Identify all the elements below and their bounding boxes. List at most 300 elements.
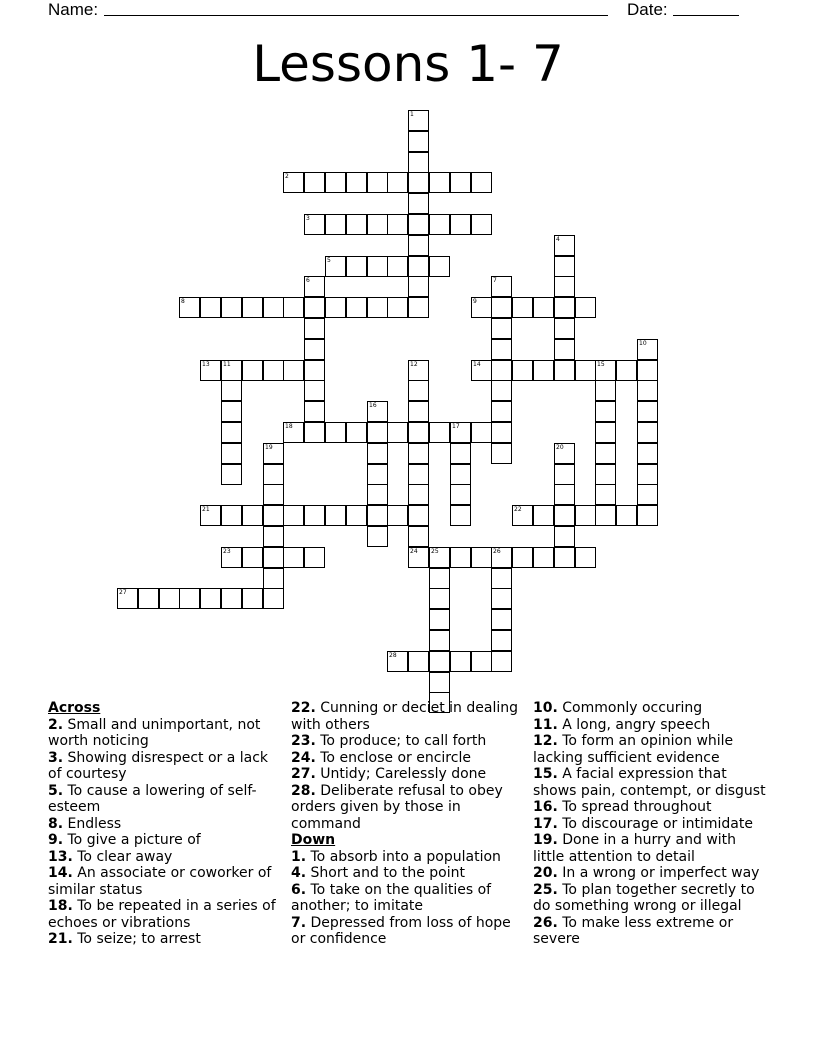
crossword-cell[interactable] xyxy=(408,526,429,547)
crossword-cell[interactable] xyxy=(304,318,325,339)
clue-number-label: 19. xyxy=(533,832,558,848)
crossword-cell[interactable] xyxy=(450,214,471,235)
clue-number: 16 xyxy=(369,402,377,409)
clue-number: 13 xyxy=(202,361,210,368)
crossword-cell[interactable] xyxy=(325,422,346,443)
crossword-cell[interactable] xyxy=(429,172,450,193)
clue-text: Showing disrespect or a lack of courtesy xyxy=(48,749,269,782)
crossword-cell[interactable] xyxy=(367,484,388,505)
clue-text: A facial expression that shows pain, contempt, or disgust xyxy=(533,766,766,799)
crossword-cell[interactable] xyxy=(554,297,575,318)
crossword-cell[interactable] xyxy=(304,339,325,360)
clues-column-1 xyxy=(48,700,280,948)
crossword-cell[interactable] xyxy=(221,443,242,464)
down-clue xyxy=(533,766,767,799)
crossword-cell[interactable] xyxy=(387,422,408,443)
crossword-cell[interactable] xyxy=(512,547,533,568)
crossword-cell[interactable] xyxy=(595,422,616,443)
clue-number-label: 1. xyxy=(291,848,307,865)
crossword-cell[interactable] xyxy=(554,276,575,297)
crossword-cell[interactable] xyxy=(242,505,263,526)
crossword-cell[interactable] xyxy=(138,588,159,609)
clue-number-label: 5. xyxy=(48,782,64,799)
clue-text: Cunning or deciet in dealing with others xyxy=(291,700,518,733)
clue-text: To form an opinion while lacking sufficient evidence xyxy=(533,733,734,766)
crossword-cell[interactable] xyxy=(221,360,242,381)
clue-number-label: 17. xyxy=(533,815,558,832)
crossword-cell[interactable] xyxy=(408,464,429,485)
clue-text: To spread throughout xyxy=(557,799,712,815)
crossword-cell[interactable] xyxy=(221,464,242,485)
down-clue xyxy=(533,915,767,948)
down-clue xyxy=(291,882,519,915)
clue-text: Depressed from loss of hope or confidence xyxy=(291,914,511,947)
name-label: Name: xyxy=(48,0,99,19)
across-clue xyxy=(48,816,280,833)
crossword-cell[interactable] xyxy=(491,609,512,630)
crossword-cell[interactable] xyxy=(471,214,492,235)
crossword-cell[interactable] xyxy=(491,568,512,589)
clue-number-label: 25. xyxy=(533,881,558,898)
clue-number: 14 xyxy=(473,361,481,368)
clue-text: To take on the qualities of another; to imitate xyxy=(291,881,492,914)
crossword-cell[interactable] xyxy=(491,443,512,464)
clue-number: 9 xyxy=(473,298,477,305)
crossword-cell[interactable] xyxy=(242,547,263,568)
crossword-cell[interactable] xyxy=(637,360,658,381)
crossword-cell[interactable] xyxy=(554,256,575,277)
crossword-cell[interactable] xyxy=(346,172,367,193)
crossword-cell[interactable] xyxy=(450,464,471,485)
clue-text: Short and to the point xyxy=(306,865,465,881)
crossword-cell[interactable] xyxy=(450,172,471,193)
crossword-cell[interactable] xyxy=(491,339,512,360)
crossword-cell[interactable] xyxy=(429,588,450,609)
clue-text: Untidy; Carelessly done xyxy=(315,766,487,782)
clue-number-label: 18. xyxy=(48,898,73,914)
crossword-cell[interactable] xyxy=(491,318,512,339)
across-clue xyxy=(48,832,280,849)
crossword-cell[interactable] xyxy=(304,547,325,568)
crossword-cell[interactable] xyxy=(346,505,367,526)
crossword-cell[interactable] xyxy=(346,214,367,235)
crossword-cell[interactable] xyxy=(429,256,450,277)
clue-number-label: 14. xyxy=(48,865,73,881)
crossword-cell[interactable] xyxy=(263,568,284,589)
crossword-cell[interactable] xyxy=(491,630,512,651)
down-clue xyxy=(533,865,767,882)
down-clue xyxy=(291,915,519,948)
crossword-cell[interactable] xyxy=(263,464,284,485)
crossword-cell[interactable] xyxy=(408,214,429,235)
crossword-cell[interactable] xyxy=(221,588,242,609)
clue-text: To make less extreme or severe xyxy=(533,914,734,947)
clue-number: 28 xyxy=(389,652,397,659)
crossword-cell[interactable] xyxy=(387,297,408,318)
crossword-cell[interactable] xyxy=(242,588,263,609)
date-label: Date: xyxy=(627,0,668,19)
crossword-cell[interactable] xyxy=(367,214,388,235)
clue-text: Endless xyxy=(63,815,122,832)
crossword-cell[interactable] xyxy=(179,297,200,318)
clue-text: Done in a hurry and with little attention to detail xyxy=(533,832,737,865)
clue-number: 5 xyxy=(327,257,331,264)
clue-text: Commonly occuring xyxy=(557,700,703,716)
crossword-cell[interactable] xyxy=(283,297,304,318)
clue-number-label: 21. xyxy=(48,931,73,947)
crossword-cell[interactable] xyxy=(616,360,637,381)
crossword-cell[interactable] xyxy=(346,297,367,318)
clue-number: 7 xyxy=(493,277,497,284)
clue-number-label: 10. xyxy=(533,700,558,716)
crossword-cell[interactable] xyxy=(429,609,450,630)
crossword-cell[interactable] xyxy=(429,630,450,651)
crossword-cell[interactable] xyxy=(304,422,325,443)
clue-text: To cause a lowering of self-esteem xyxy=(48,782,257,815)
down-clue xyxy=(533,733,767,766)
crossword-cell[interactable] xyxy=(221,422,242,443)
clue-number: 20 xyxy=(556,444,564,451)
clue-number-label: 2. xyxy=(48,716,64,733)
clue-text: A long, angry speech xyxy=(557,716,711,733)
crossword-cell[interactable] xyxy=(263,505,284,526)
crossword-cell[interactable] xyxy=(450,547,471,568)
crossword-cell[interactable] xyxy=(263,526,284,547)
clue-number: 22 xyxy=(514,506,522,513)
across-clue xyxy=(291,700,519,733)
clue-text: To clear away xyxy=(72,848,173,865)
crossword-cell[interactable] xyxy=(304,276,325,297)
crossword-cell[interactable] xyxy=(512,360,533,381)
clue-number: 11 xyxy=(223,361,231,368)
across-clue xyxy=(48,898,280,931)
crossword-cell[interactable] xyxy=(595,380,616,401)
crossword-cell[interactable] xyxy=(283,505,304,526)
crossword-cell[interactable] xyxy=(429,422,450,443)
crossword-cell[interactable] xyxy=(491,380,512,401)
crossword-cell[interactable] xyxy=(242,360,263,381)
crossword-cell[interactable] xyxy=(512,297,533,318)
down-clue xyxy=(533,717,767,734)
across-clue xyxy=(48,931,280,948)
clue-number-label: 15. xyxy=(533,766,558,782)
crossword-cell[interactable] xyxy=(450,651,471,672)
clue-number: 2 xyxy=(285,173,289,180)
crossword-cell[interactable] xyxy=(637,401,658,422)
crossword-cell[interactable] xyxy=(408,380,429,401)
crossword-cell[interactable] xyxy=(491,588,512,609)
crossword-cell[interactable] xyxy=(387,651,408,672)
across-clue xyxy=(48,750,280,783)
clue-number-label: 20. xyxy=(533,865,558,881)
crossword-cell[interactable] xyxy=(408,297,429,318)
crossword-cell[interactable] xyxy=(283,172,304,193)
crossword-cell[interactable] xyxy=(221,297,242,318)
crossword-cell[interactable] xyxy=(387,214,408,235)
crossword-cell[interactable] xyxy=(491,276,512,297)
crossword-cell[interactable] xyxy=(200,297,221,318)
clue-text: To give a picture of xyxy=(63,832,201,848)
clue-number-label: 13. xyxy=(48,848,73,865)
crossword-cell[interactable] xyxy=(491,547,512,568)
clue-text: To produce; to call forth xyxy=(315,733,487,749)
crossword-cell[interactable] xyxy=(346,422,367,443)
crossword-cell[interactable] xyxy=(408,110,429,131)
clue-number: 3 xyxy=(306,215,310,222)
crossword-cell[interactable] xyxy=(554,360,575,381)
crossword-cell[interactable] xyxy=(554,318,575,339)
crossword-cell[interactable] xyxy=(263,443,284,464)
crossword-cell[interactable] xyxy=(304,297,325,318)
crossword-cell[interactable] xyxy=(200,505,221,526)
crossword-cell[interactable] xyxy=(471,547,492,568)
crossword-cell[interactable] xyxy=(283,422,304,443)
clue-number: 21 xyxy=(202,506,210,513)
crossword-cell[interactable] xyxy=(429,651,450,672)
crossword-cell[interactable] xyxy=(616,505,637,526)
crossword-cell[interactable] xyxy=(450,422,471,443)
crossword-cell[interactable] xyxy=(637,422,658,443)
crossword-cell[interactable] xyxy=(325,505,346,526)
across-clue xyxy=(48,849,280,866)
crossword-cell[interactable] xyxy=(263,297,284,318)
crossword-cell[interactable] xyxy=(408,443,429,464)
crossword-cell[interactable] xyxy=(221,547,242,568)
crossword-cell[interactable] xyxy=(575,547,596,568)
clue-number: 6 xyxy=(306,277,310,284)
crossword-cell[interactable] xyxy=(325,172,346,193)
crossword-cell[interactable] xyxy=(304,380,325,401)
crossword-cell[interactable] xyxy=(304,505,325,526)
crossword-cell[interactable] xyxy=(575,360,596,381)
crossword-cell[interactable] xyxy=(408,235,429,256)
crossword-cell[interactable] xyxy=(387,172,408,193)
clue-number-label: 6. xyxy=(291,881,307,898)
crossword-cell[interactable] xyxy=(637,464,658,485)
clue-number-label: 26. xyxy=(533,914,558,931)
crossword-cell[interactable] xyxy=(429,672,450,693)
crossword-cell[interactable] xyxy=(450,505,471,526)
clue-text: Small and unimportant, not worth noticing xyxy=(48,716,261,749)
crossword-cell[interactable] xyxy=(367,297,388,318)
crossword-cell[interactable] xyxy=(491,422,512,443)
crossword-cell[interactable] xyxy=(367,172,388,193)
clue-number: 8 xyxy=(181,298,185,305)
crossword-cell[interactable] xyxy=(325,297,346,318)
page-title: Lessons 1- 7 xyxy=(252,35,564,93)
crossword-cell[interactable] xyxy=(554,547,575,568)
crossword-cell[interactable] xyxy=(367,526,388,547)
clue-number: 10 xyxy=(639,340,647,347)
clue-number-label: 9. xyxy=(48,832,64,848)
across-clue xyxy=(291,750,519,767)
crossword-cell[interactable] xyxy=(491,360,512,381)
clue-number-label: 12. xyxy=(533,733,558,749)
crossword-cell[interactable] xyxy=(408,172,429,193)
crossword-cell[interactable] xyxy=(367,443,388,464)
crossword-cell[interactable] xyxy=(367,401,388,422)
crossword-cell[interactable] xyxy=(595,443,616,464)
clue-number-label: 23. xyxy=(291,733,316,749)
crossword-cell[interactable] xyxy=(117,588,138,609)
clue-number: 4 xyxy=(556,236,560,243)
crossword-cell[interactable] xyxy=(533,505,554,526)
across-clue xyxy=(48,865,280,898)
section-heading: Across xyxy=(48,700,101,716)
down-clue xyxy=(533,816,767,833)
crossword-cell[interactable] xyxy=(533,547,554,568)
crossword-cell[interactable] xyxy=(408,276,429,297)
clue-number: 18 xyxy=(285,423,293,430)
clue-number: 23 xyxy=(223,548,231,555)
crossword-cell[interactable] xyxy=(533,360,554,381)
crossword-cell[interactable] xyxy=(595,464,616,485)
crossword-cell[interactable] xyxy=(450,443,471,464)
crossword-cell[interactable] xyxy=(429,214,450,235)
crossword-cell[interactable] xyxy=(367,464,388,485)
clue-number-label: 7. xyxy=(291,914,307,931)
clue-number: 15 xyxy=(597,361,605,368)
crossword-cell[interactable] xyxy=(325,214,346,235)
crossword-cell[interactable] xyxy=(637,380,658,401)
crossword-cell[interactable] xyxy=(179,588,200,609)
crossword-cell[interactable] xyxy=(408,505,429,526)
crossword-cell[interactable] xyxy=(512,505,533,526)
crossword-cell[interactable] xyxy=(367,256,388,277)
crossword-cell[interactable] xyxy=(554,484,575,505)
clue-number-label: 27. xyxy=(291,766,316,782)
crossword-cell[interactable] xyxy=(200,360,221,381)
crossword-cell[interactable] xyxy=(471,422,492,443)
crossword-cell[interactable] xyxy=(346,256,367,277)
crossword-cell[interactable] xyxy=(304,360,325,381)
crossword-cell[interactable] xyxy=(595,401,616,422)
crossword-cell[interactable] xyxy=(408,131,429,152)
crossword-cell[interactable] xyxy=(221,401,242,422)
clue-number: 19 xyxy=(265,444,273,451)
crossword-cell[interactable] xyxy=(263,484,284,505)
crossword-cell[interactable] xyxy=(595,360,616,381)
clue-number: 1 xyxy=(410,111,414,118)
crossword-cell[interactable] xyxy=(533,297,554,318)
down-clue xyxy=(533,700,767,717)
crossword-cell[interactable] xyxy=(554,339,575,360)
crossword-cell[interactable] xyxy=(575,297,596,318)
crossword-cell[interactable] xyxy=(595,484,616,505)
crossword-cell[interactable] xyxy=(367,505,388,526)
crossword-cell[interactable] xyxy=(554,443,575,464)
crossword-cell[interactable] xyxy=(637,443,658,464)
clue-number: 24 xyxy=(410,548,418,555)
across-clue xyxy=(48,783,280,816)
crossword-cell[interactable] xyxy=(429,547,450,568)
crossword-cell[interactable] xyxy=(429,568,450,589)
crossword-cell[interactable] xyxy=(491,651,512,672)
clue-text: To seize; to arrest xyxy=(72,931,201,947)
crossword-cell[interactable] xyxy=(221,505,242,526)
crossword-cell[interactable] xyxy=(575,505,596,526)
crossword-cell[interactable] xyxy=(408,422,429,443)
across-clue xyxy=(291,733,519,750)
crossword-cell[interactable] xyxy=(554,526,575,547)
clue-text: Deliberate refusal to obey orders given by those in command xyxy=(291,782,503,832)
across-clue xyxy=(291,766,519,783)
down-clue xyxy=(533,799,767,816)
clues-column-2 xyxy=(291,700,519,948)
clue-number-label: 8. xyxy=(48,815,64,832)
crossword-cell[interactable] xyxy=(491,401,512,422)
crossword-cell[interactable] xyxy=(471,172,492,193)
crossword-cell[interactable] xyxy=(367,422,388,443)
crossword-cell[interactable] xyxy=(221,380,242,401)
crossword-cell[interactable] xyxy=(283,547,304,568)
crossword-cell[interactable] xyxy=(304,214,325,235)
clue-number-label: 24. xyxy=(291,749,316,766)
crossword-cell[interactable] xyxy=(595,505,616,526)
section-heading: Down xyxy=(291,832,336,848)
crossword-cell[interactable] xyxy=(450,484,471,505)
clue-number: 12 xyxy=(410,361,418,368)
crossword-cell[interactable] xyxy=(491,297,512,318)
crossword-cell[interactable] xyxy=(408,152,429,173)
crossword-cell[interactable] xyxy=(304,401,325,422)
crossword-cell[interactable] xyxy=(304,172,325,193)
crossword-cell[interactable] xyxy=(471,651,492,672)
crossword-cell[interactable] xyxy=(408,547,429,568)
crossword-cell[interactable] xyxy=(387,505,408,526)
crossword-cell[interactable] xyxy=(637,505,658,526)
clue-text: To be repeated in a series of echoes or vibrations xyxy=(48,898,276,931)
clue-text: To discourage or intimidate xyxy=(557,815,753,832)
crossword-cell[interactable] xyxy=(554,235,575,256)
crossword-cell[interactable] xyxy=(408,360,429,381)
crossword-cell[interactable] xyxy=(408,484,429,505)
crossword-cell[interactable] xyxy=(637,484,658,505)
crossword-cell[interactable] xyxy=(283,360,304,381)
crossword-cell[interactable] xyxy=(637,339,658,360)
crossword-cell[interactable] xyxy=(325,256,346,277)
clue-number: 26 xyxy=(493,548,501,555)
clue-text: In a wrong or imperfect way xyxy=(557,865,760,881)
crossword-cell[interactable] xyxy=(554,505,575,526)
crossword-cell[interactable] xyxy=(263,588,284,609)
crossword-cell[interactable] xyxy=(242,297,263,318)
crossword-cell[interactable] xyxy=(408,256,429,277)
clue-text: To plan together secretly to do something wrong or illegal xyxy=(533,881,755,914)
down-clue xyxy=(533,832,767,865)
crossword-cell[interactable] xyxy=(471,297,492,318)
crossword-cell[interactable] xyxy=(159,588,180,609)
clue-number-label: 4. xyxy=(291,865,307,881)
clue-text: An associate or coworker of similar status xyxy=(48,865,272,898)
crossword-cell[interactable] xyxy=(408,193,429,214)
crossword-cell[interactable] xyxy=(387,256,408,277)
across-clue xyxy=(291,783,519,833)
clue-number: 25 xyxy=(431,548,439,555)
crossword-cell[interactable] xyxy=(408,401,429,422)
crossword-cell[interactable] xyxy=(263,547,284,568)
crossword-cell[interactable] xyxy=(408,651,429,672)
crossword-cell[interactable] xyxy=(471,360,492,381)
down-clue xyxy=(291,865,519,882)
crossword-cell[interactable] xyxy=(554,464,575,485)
clue-number-label: 16. xyxy=(533,799,558,815)
crossword-cell[interactable] xyxy=(200,588,221,609)
down-clue xyxy=(533,882,767,915)
crossword-cell[interactable] xyxy=(263,360,284,381)
clue-number-label: 11. xyxy=(533,716,558,733)
clue-number: 27 xyxy=(119,589,127,596)
